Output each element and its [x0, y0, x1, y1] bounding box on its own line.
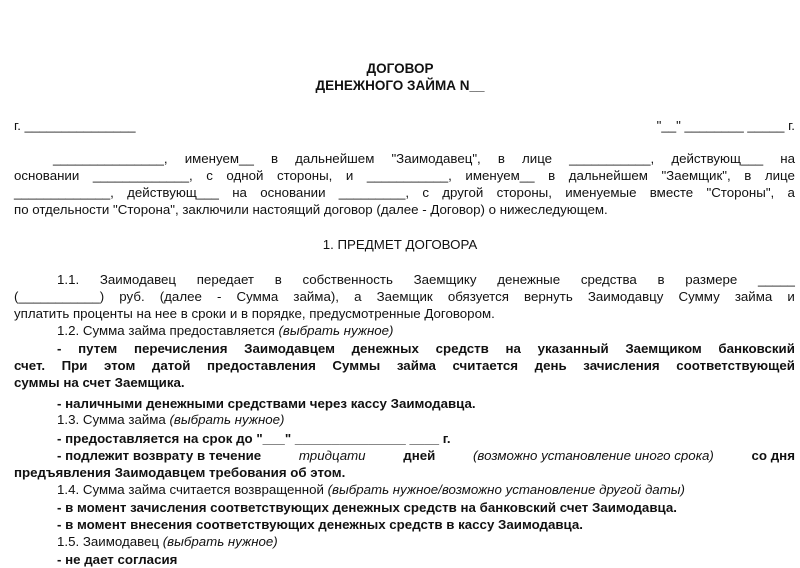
word: другой — [442, 185, 484, 200]
word: _______________, — [53, 151, 168, 166]
word: датой — [151, 358, 191, 373]
word: "Заимодавец", — [391, 151, 481, 166]
word: дальнейшем — [568, 168, 648, 183]
word: стороны, — [276, 168, 333, 183]
word: предоставления — [206, 358, 316, 373]
clause-1-5 — [57, 533, 278, 550]
word: руб. — [119, 289, 145, 304]
word: размере — [685, 272, 738, 287]
word: счет. — [14, 358, 46, 373]
word: основании — [14, 168, 80, 183]
word: с — [206, 168, 213, 183]
option-note: тридцати — [298, 448, 366, 463]
word: а — [787, 185, 795, 200]
word: _____ — [757, 272, 795, 287]
word: стороны, — [496, 185, 552, 200]
clause-1-2 — [57, 322, 393, 339]
word: займа), — [293, 289, 339, 304]
word: _____________, — [14, 185, 114, 200]
word: средств — [435, 341, 489, 356]
clause-1-2-option-2: - наличными денежными средствами через кассу Заимодавца. — [57, 396, 476, 411]
word: Суммы — [332, 358, 381, 373]
word: в — [270, 151, 279, 166]
clause-1-3-option-2-line-1 — [57, 447, 795, 464]
clause-1-4 — [57, 481, 685, 498]
word: 1.1. — [57, 272, 80, 287]
preamble-line-2 — [14, 167, 795, 184]
word: на — [505, 341, 521, 356]
word: (далее — [159, 289, 202, 304]
word: в — [548, 168, 556, 183]
clause-1-2-option-1-line-1 — [57, 340, 795, 357]
place-field: г. _______________ — [14, 118, 136, 133]
word: считается — [452, 358, 519, 373]
word: дальнейшем — [295, 151, 375, 166]
word: указанный — [537, 341, 609, 356]
word: Заемщику — [413, 272, 477, 287]
word: _________, — [338, 185, 410, 200]
word: действующ___ — [671, 151, 764, 166]
clause-note: (выбрать нужное) — [169, 412, 285, 427]
option-text: - подлежит возврату в течение — [57, 448, 265, 463]
preamble-line-1 — [53, 150, 795, 167]
word: Заимодавец — [99, 272, 177, 287]
word: Заимодавцем — [244, 341, 335, 356]
clause-1-2-option-1-line-3: суммы на счет Заемщика. — [14, 375, 185, 390]
clause-1-1-line-2 — [14, 288, 795, 305]
clause-1-1-line-1 — [57, 271, 795, 288]
word: ___________, — [366, 168, 452, 183]
word: "Заемщик", — [661, 168, 731, 183]
clause-1-3-option-2-line-2: предъявления Заимодавцем требования об этом. — [14, 465, 346, 480]
word: собственность — [302, 272, 393, 287]
word: на — [780, 151, 795, 166]
word: действующ___ — [127, 185, 219, 200]
word: лице — [522, 151, 553, 166]
clause-text: 1.5. Заимодавец — [57, 534, 163, 549]
clause-text: 1.4. Сумма займа считается возвращенной — [57, 482, 328, 497]
word: Сумма — [236, 289, 279, 304]
word: займа — [734, 289, 773, 304]
word: "Стороны", — [706, 185, 775, 200]
word: займа — [396, 358, 436, 373]
clause-1-4-option-1: - в момент зачисления соответствующих денежных средств на банковский счет Заимодавца. — [57, 500, 677, 515]
clause-note: (выбрать нужное/возможно установление другой даты) — [327, 482, 685, 497]
word: именуем__ — [465, 168, 535, 183]
clause-1-1-line-3: уплатить проценты на нее в сроки и в порядке, предусмотренные Договором. — [14, 306, 495, 321]
clause-note: (выбрать нужное) — [278, 323, 394, 338]
word: Заимодавцу — [587, 289, 664, 304]
word: - — [57, 341, 62, 356]
word: лице — [764, 168, 795, 183]
word: день — [534, 358, 567, 373]
clause-note: (выбрать нужное) — [162, 534, 278, 549]
option-note: (возможно установление иного срока) — [473, 448, 714, 463]
word: ___________, — [569, 151, 655, 166]
word: средства — [580, 272, 637, 287]
word: денежные — [497, 272, 561, 287]
word: в — [274, 272, 282, 287]
clause-text: 1.2. Сумма займа предоставляется — [57, 323, 279, 338]
word: на — [232, 185, 247, 200]
word: - — [216, 289, 222, 304]
clause-1-3-option-1: - предоставляется на срок до "___" _______________ ____ г. — [57, 431, 451, 446]
doc-subtitle: ДЕНЕЖНОГО ЗАЙМА N__ — [315, 78, 485, 93]
word: обязуется — [447, 289, 509, 304]
section-heading: 1. ПРЕДМЕТ ДОГОВОРА — [322, 237, 478, 252]
clause-1-2-option-1-line-2 — [14, 357, 795, 374]
word: передает — [196, 272, 255, 287]
clause-1-5-option-1: - не дает согласия — [57, 552, 178, 567]
doc-title: ДОГОВОР — [366, 61, 434, 76]
word: Заемщик — [376, 289, 433, 304]
word: в — [744, 168, 752, 183]
word: (___________) — [14, 289, 105, 304]
word: денежных — [351, 341, 419, 356]
word: вместе — [649, 185, 694, 200]
word: именуем__ — [184, 151, 254, 166]
word: перечисления — [133, 341, 228, 356]
word: вернуть — [524, 289, 573, 304]
place-date-row — [14, 117, 795, 134]
clause-text: 1.3. Сумма займа — [57, 412, 170, 427]
date-field: "__" ________ _____ г. — [656, 118, 795, 133]
word: зачисления — [583, 358, 660, 373]
clause-1-4-option-2: - в момент внесения соответствующих денежных средств в кассу Заимодавца. — [57, 517, 583, 532]
word: соответствующей — [676, 358, 795, 373]
word: путем — [78, 341, 118, 356]
word: а — [354, 289, 362, 304]
word: и — [787, 289, 795, 304]
word: Заемщиком — [625, 341, 702, 356]
word: При — [61, 358, 88, 373]
clause-1-3 — [57, 411, 284, 428]
preamble-line-4: по отдельности "Сторона", заключили настоящий договор (далее - Договор) о нижеследующем. — [14, 202, 608, 217]
word: одной — [226, 168, 264, 183]
word: основании — [260, 185, 326, 200]
word: Сумму — [678, 289, 720, 304]
option-text: со дня — [747, 448, 795, 463]
word: в — [497, 151, 505, 166]
option-text: дней — [399, 448, 439, 463]
preamble-line-3 — [14, 184, 795, 201]
word: банковский — [718, 341, 795, 356]
word: именуемые — [565, 185, 637, 200]
word: и — [345, 168, 354, 183]
word: _____________, — [92, 168, 193, 183]
word: с — [422, 185, 429, 200]
word: в — [657, 272, 665, 287]
word: этом — [104, 358, 136, 373]
